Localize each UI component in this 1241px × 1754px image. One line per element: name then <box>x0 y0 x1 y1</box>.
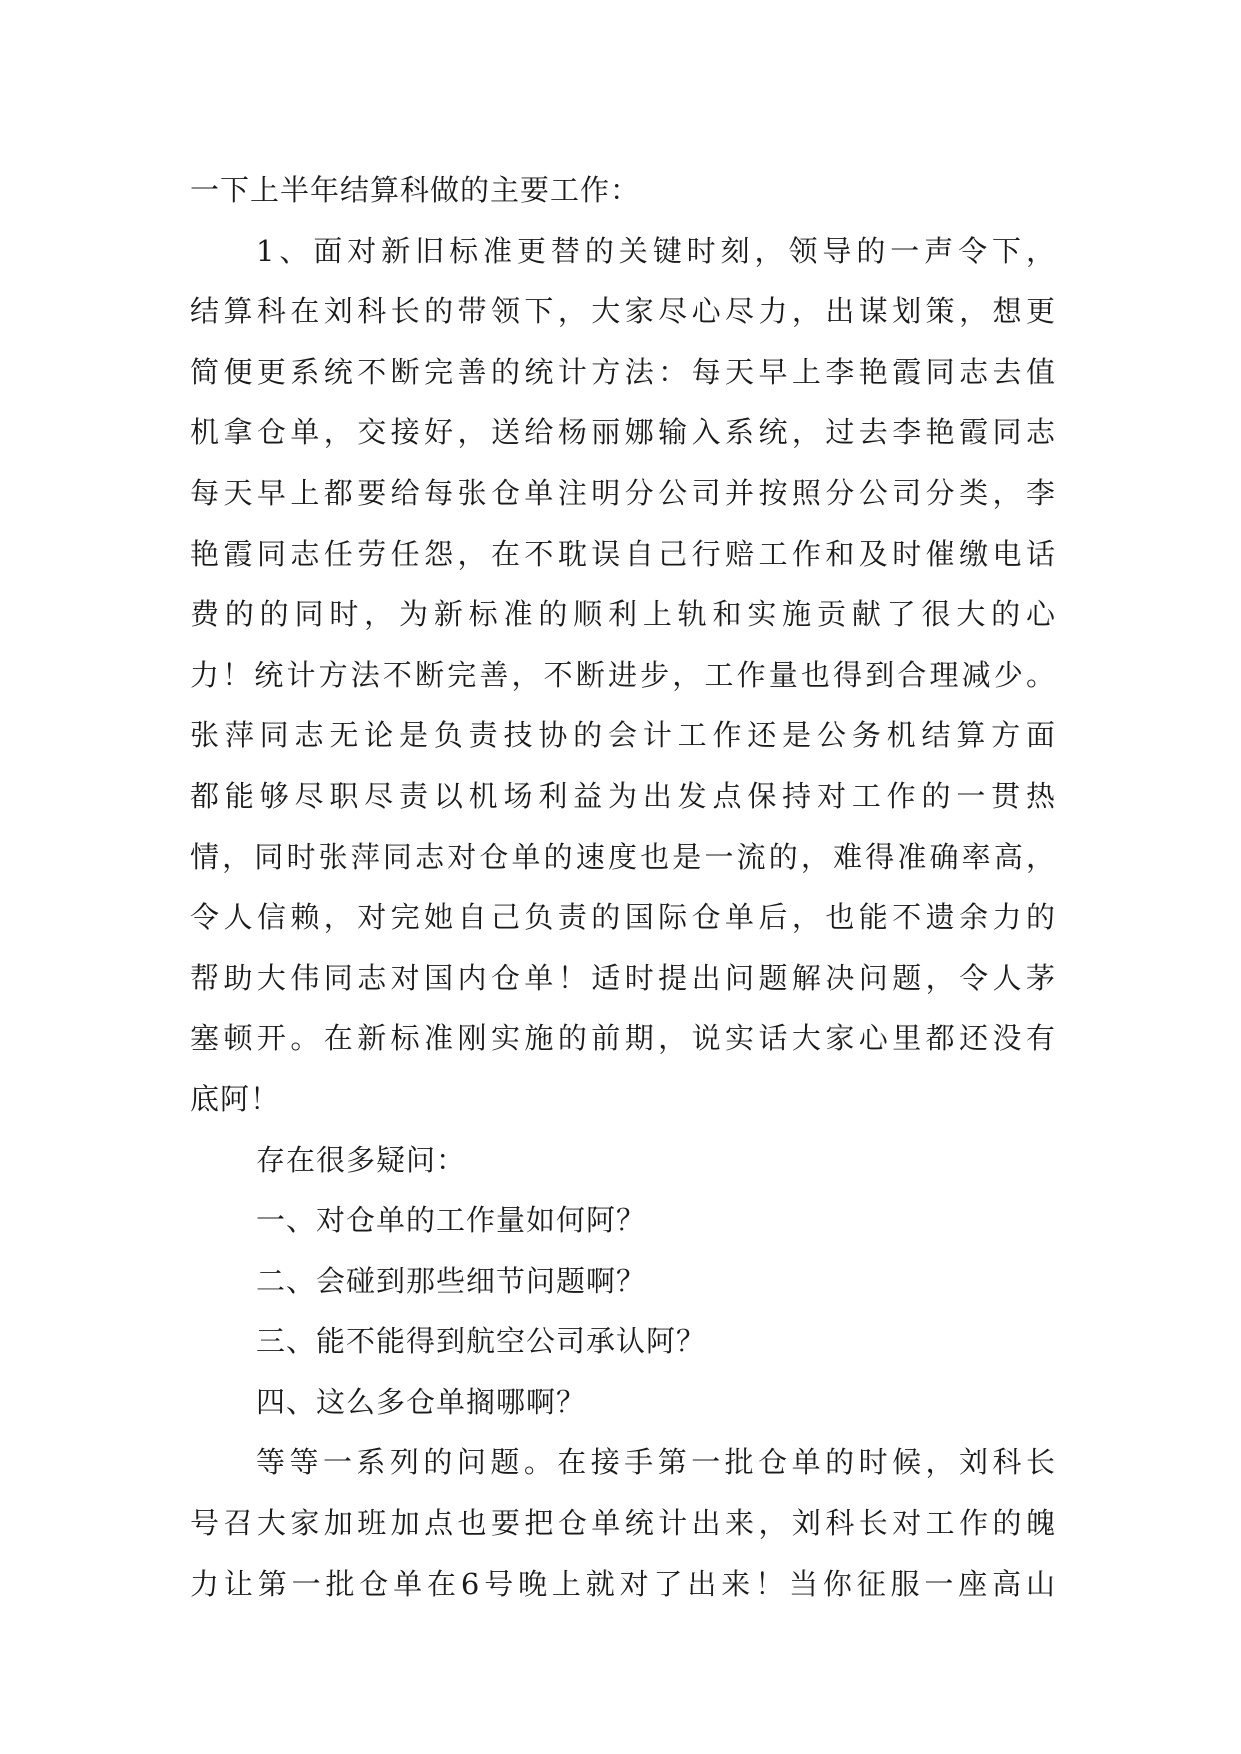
text-line: 每天早上都要给每张仓单注明分公司并按照分公司分类，李 <box>190 475 1056 510</box>
text-line: 存在很多疑问： <box>256 1142 467 1177</box>
text-line: 三、能不能得到航空公司承认阿？ <box>256 1324 707 1359</box>
text-line: 张萍同志无论是负责技协的会计工作还是公务机结算方面 <box>190 718 1056 753</box>
text-line: 四、这么多仓单搁哪啊？ <box>256 1384 587 1419</box>
text-line: 都能够尽职尽责以机场利益为出发点保持对工作的一贯热 <box>190 778 1056 813</box>
text-line: 帮助大伟同志对国内仓单！适时提出问题解决问题，令人茅 <box>190 960 1056 995</box>
text-line: 简便更系统不断完善的统计方法：每天早上李艳霞同志去值 <box>190 354 1056 389</box>
text-line: 等等一系列的问题。在接手第一批仓单的时候，刘科长 <box>256 1445 1056 1480</box>
text-line: 情，同时张萍同志对仓单的速度也是一流的，难得准确率高， <box>190 839 1056 874</box>
text-line: 力让第一批仓单在6号晚上就对了出来！当你征服一座高山 <box>190 1566 1056 1601</box>
text-line: 底阿！ <box>190 1081 281 1116</box>
text-line: 号召大家加班加点也要把仓单统计出来，刘科长对工作的魄 <box>190 1506 1056 1541</box>
text-line: 结算科在刘科长的带领下，大家尽心尽力，出谋划策，想更 <box>190 294 1056 329</box>
text-line: 力！统计方法不断完善，不断进步，工作量也得到合理减少。 <box>190 657 1056 692</box>
text-line: 塞顿开。在新标准刚实施的前期，说实话大家心里都还没有 <box>190 1021 1056 1056</box>
document-body <box>190 160 1056 1614</box>
text-line: 一、对仓单的工作量如何阿？ <box>256 1203 647 1238</box>
text-line: 令人信赖，对完她自己负责的国际仓单后，也能不遗余力的 <box>190 900 1056 935</box>
text-line: 费的的同时，为新标准的顺利上轨和实施贡献了很大的心 <box>190 597 1056 632</box>
text-line: 二、会碰到那些细节问题啊？ <box>256 1263 647 1298</box>
text-line: 艳霞同志任劳任怨，在不耽误自己行赔工作和及时催缴电话 <box>190 536 1056 571</box>
text-line: 一下上半年结算科做的主要工作： <box>190 173 641 207</box>
text-line: 机拿仓单，交接好，送给杨丽娜输入系统，过去李艳霞同志 <box>190 415 1056 450</box>
text-line: 1、面对新旧标准更替的关键时刻，领导的一声令下， <box>256 233 1056 268</box>
